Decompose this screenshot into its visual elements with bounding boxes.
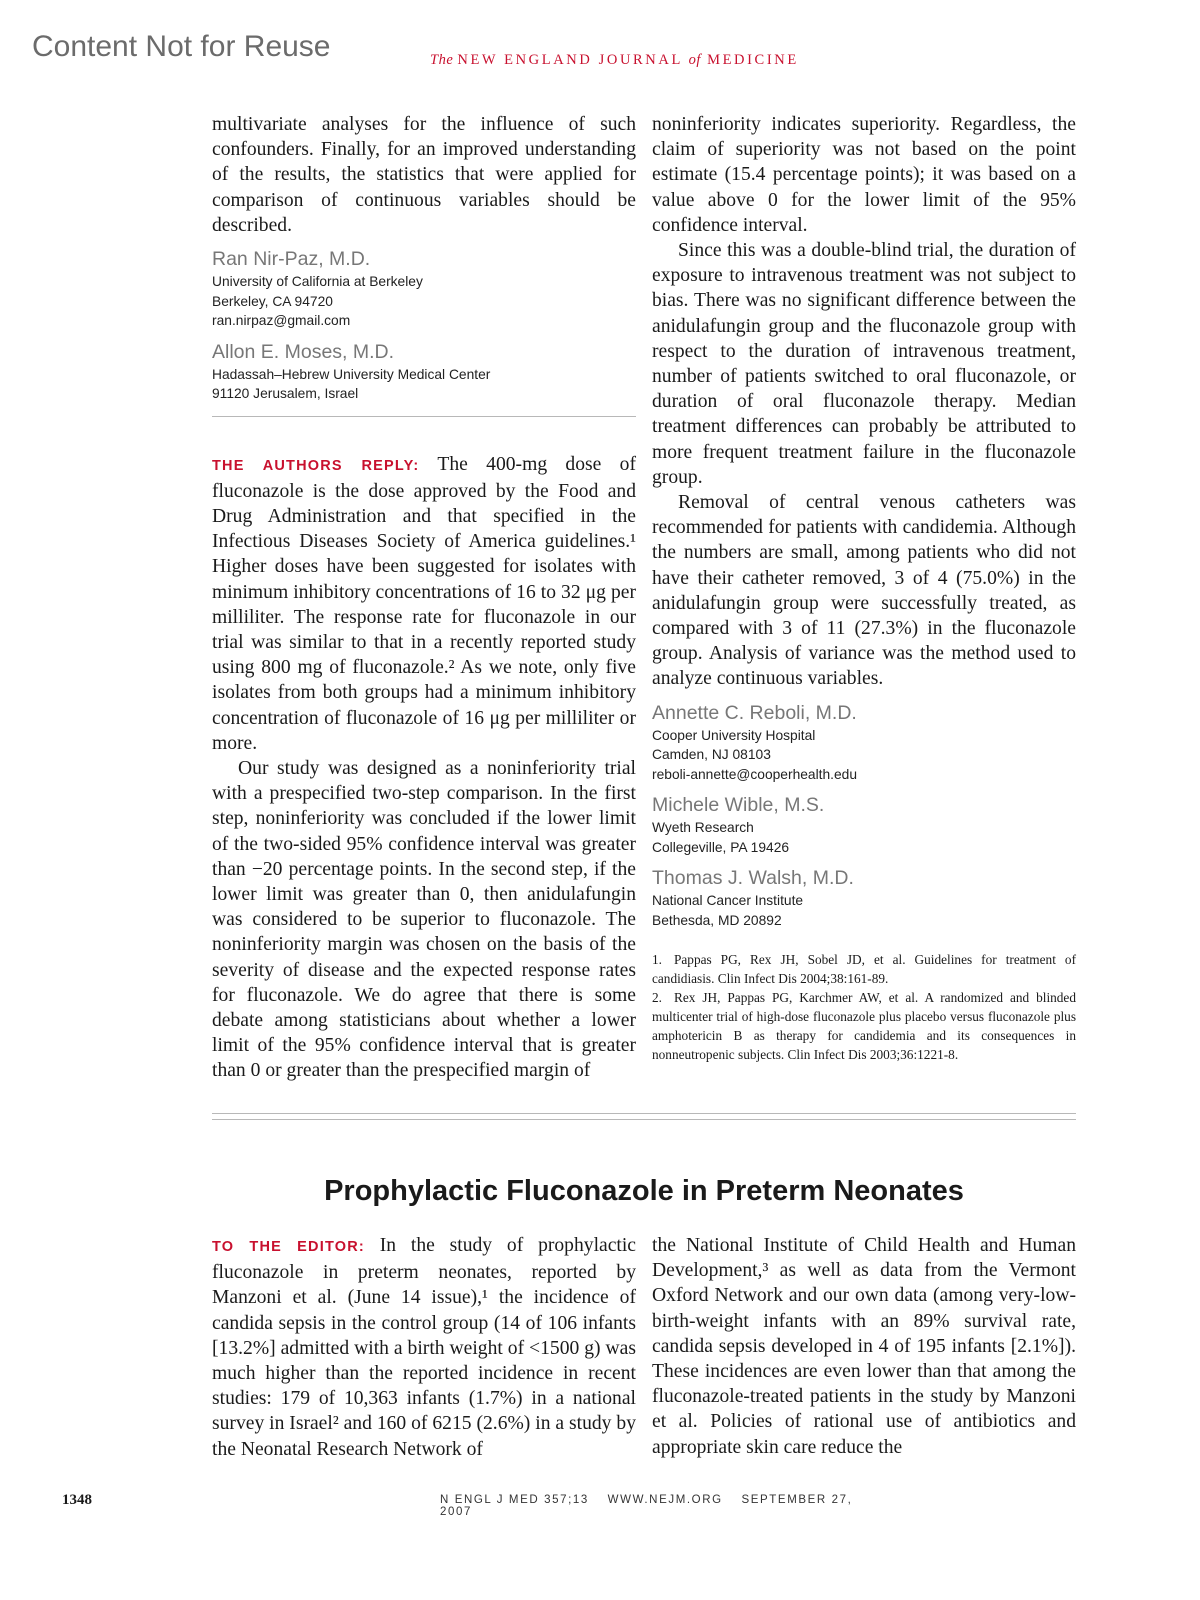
- reply-paragraph-2: Our study was designed as a noninferiority trial with a prespecified two-step comparison. In the first step, noninferiority was concluded if the lower limit of the two-sided 95% confidence interval was greater than −20 percentage points. In the second step, if the lower limit was greater than 0, then anidulafungin was considered to be superior to fluconazole. The noninferiority margin was chosen on the basis of the severity of disease and the expected response rates for fluconazole. We do agree that there is some debate among statisticians about whether a lower limit of the 95% confidence interval that is greater than 0 or greater than the prespecified margin of: [212, 757, 636, 1082]
- reference-text: Pappas PG, Rex JH, Sobel JD, et al. Guidelines for treatment of candidiasis. Clin Infect Dis 2004;38:161-89.: [652, 952, 1076, 987]
- page-footer: [440, 1494, 860, 1518]
- watermark: Content Not for Reuse: [32, 30, 331, 63]
- affiliation-line: Cooper University Hospital: [652, 727, 816, 743]
- affiliation-line: University of California at Berkeley: [212, 274, 423, 290]
- affiliation-line: Bethesda, MD 20892: [652, 912, 782, 928]
- author-affiliation: [212, 272, 636, 331]
- affiliation-line: Camden, NJ 08103: [652, 747, 771, 763]
- article-headline: Prophylactic Fluconazole in Preterm Neonates: [324, 1175, 964, 1207]
- running-head-journal: NEW ENGLAND JOURNAL: [457, 52, 689, 68]
- reference-text: Rex JH, Pappas PG, Karchmer AW, et al. A randomized and blinded multicenter trial of high-dose fluconazole plus placebo versus fluconazole plus amphotericin B as therapy for candidemia and its consequences in nonneutropenic subjects. Clin Infect Dis 2003;36:1221-8.: [652, 990, 1076, 1063]
- author-name: Michele Wible, M.S.: [652, 794, 825, 817]
- author-name: Annette C. Reboli, M.D.: [652, 701, 857, 724]
- reference-number: 2.: [652, 990, 662, 1006]
- affiliation-email: ran.nirpaz@gmail.com: [212, 313, 351, 329]
- affiliation-email: reboli-annette@cooperhealth.edu: [652, 766, 858, 782]
- author-name: Thomas J. Walsh, M.D.: [652, 867, 854, 890]
- running-head: [430, 52, 860, 69]
- letter-paragraph: multivariate analyses for the influence of such confounders. Finally, for an improved understanding of the results, the statistics that were applied for comparison of continuous variables should be described.: [212, 114, 636, 236]
- author-affiliation: [212, 365, 636, 404]
- column-top-right: [652, 112, 1076, 1064]
- section-divider: [212, 416, 636, 417]
- footer-date: SEPTEMBER 27, 2007: [440, 1494, 853, 1518]
- running-head-of: of: [688, 52, 701, 68]
- letter-paragraph: the National Institute of Child Health and Human Development,³ as well as data from the Vermont Oxford Network and our own data (among very-low-birth-weight infants with an 89% survival rate, candida sepsis developed in 4 of 195 infants [2.1%]). These incidences are even lower than that among the fluconazole-treated patients in the study by Manzoni et al. Policies of rational use of antibiotics and appropriate skin care reduce the: [652, 1235, 1076, 1458]
- letter-text: In the study of prophylactic fluconazole in preterm neonates, reported by Manzoni et al. (June 14 issue),¹ the incidence of candida sepsis in the control group (14 of 106 infants [13.2%] admitted with a birth weight of <1500 g) was much higher than the reported incidence in recent studies: 179 of 10,363 infants (1.7%) in a national survey in Israel² and 160 of 6215 (2.6%) in a study by the Neonatal Research Network of: [212, 1235, 636, 1460]
- column-top-left: [212, 112, 636, 1084]
- letter-paragraph: [212, 1233, 636, 1462]
- to-the-editor-label: TO THE EDITOR:: [212, 1239, 365, 1255]
- column-bottom-right: [652, 1233, 1076, 1460]
- affiliation-line: Wyeth Research: [652, 820, 754, 836]
- reply-text: The 400-mg dose of fluconazole is the dose approved by the Food and Drug Administration and that specified in the Infectious Diseases Society of America guidelines.¹ Higher doses have been suggested for isolates with minimum inhibitory concentrations of 16 to 32 μg per milliliter. The response rate for fluconazole in our trial was similar to that in a recently reported study using 800 mg of fluconazole.² As we note, only five isolates from both groups had a minimum inhibitory concentration of fluconazole of 16 μg per milliliter or more.: [212, 453, 636, 754]
- author-affiliation: [652, 818, 1076, 857]
- reference-item: [652, 950, 1076, 988]
- references-list: [652, 950, 1076, 1064]
- affiliation-line: 91120 Jerusalem, Israel: [212, 386, 359, 402]
- running-head-medicine: MEDICINE: [700, 52, 799, 68]
- affiliation-line: Collegeville, PA 19426: [652, 839, 790, 855]
- footer-citation: N ENGL J MED 357;13: [440, 1494, 589, 1506]
- page-number: 1348: [62, 1492, 92, 1508]
- reference-number: 1.: [652, 952, 662, 968]
- column-bottom-left: [212, 1233, 636, 1462]
- section-divider: [212, 1113, 1076, 1114]
- reference-item: [652, 988, 1076, 1064]
- affiliation-line: Berkeley, CA 94720: [212, 293, 333, 309]
- footer-url: WWW.NEJM.ORG: [607, 1494, 723, 1506]
- section-divider: [212, 1119, 1076, 1120]
- affiliation-line: Hadassah–Hebrew University Medical Center: [212, 366, 491, 382]
- author-affiliation: [652, 726, 1076, 785]
- author-affiliation: [652, 891, 1076, 930]
- reply-paragraph-3: noninferiority indicates superiority. Regardless, the claim of superiority was not based on the point estimate (15.4 percentage points); it was based on a value above 0 for the lower limit of the 95% confidence interval.: [652, 114, 1076, 236]
- authors-reply-label: THE AUTHORS REPLY:: [212, 457, 420, 474]
- affiliation-line: National Cancer Institute: [652, 893, 804, 909]
- author-name: Ran Nir-Paz, M.D.: [212, 248, 371, 271]
- reply-paragraph-5: Removal of central venous catheters was recommended for patients with candidemia. Although the numbers are small, among patients who did not have their catheter removed, 3 of 4 (75.0%) in the anidulafungin group were successfully treated, as compared with 3 of 11 (27.3%) in the fluconazole group. Analysis of variance was the method used to analyze continuous variables.: [652, 492, 1076, 690]
- running-head-the: The: [430, 52, 458, 68]
- reply-paragraph-4: Since this was a double-blind trial, the duration of exposure to intravenous treatment was not subject to bias. There was no significant difference between the anidulafungin group and the fluconazole group with respect to the duration of intravenous treatment, number of patients switched to oral fluconazole, or duration of oral fluconazole therapy. Median treatment differences can probably be attributed to more frequent treatment failure in the fluconazole group.: [652, 240, 1076, 488]
- author-name: Allon E. Moses, M.D.: [212, 340, 395, 363]
- reply-paragraph: [212, 452, 636, 756]
